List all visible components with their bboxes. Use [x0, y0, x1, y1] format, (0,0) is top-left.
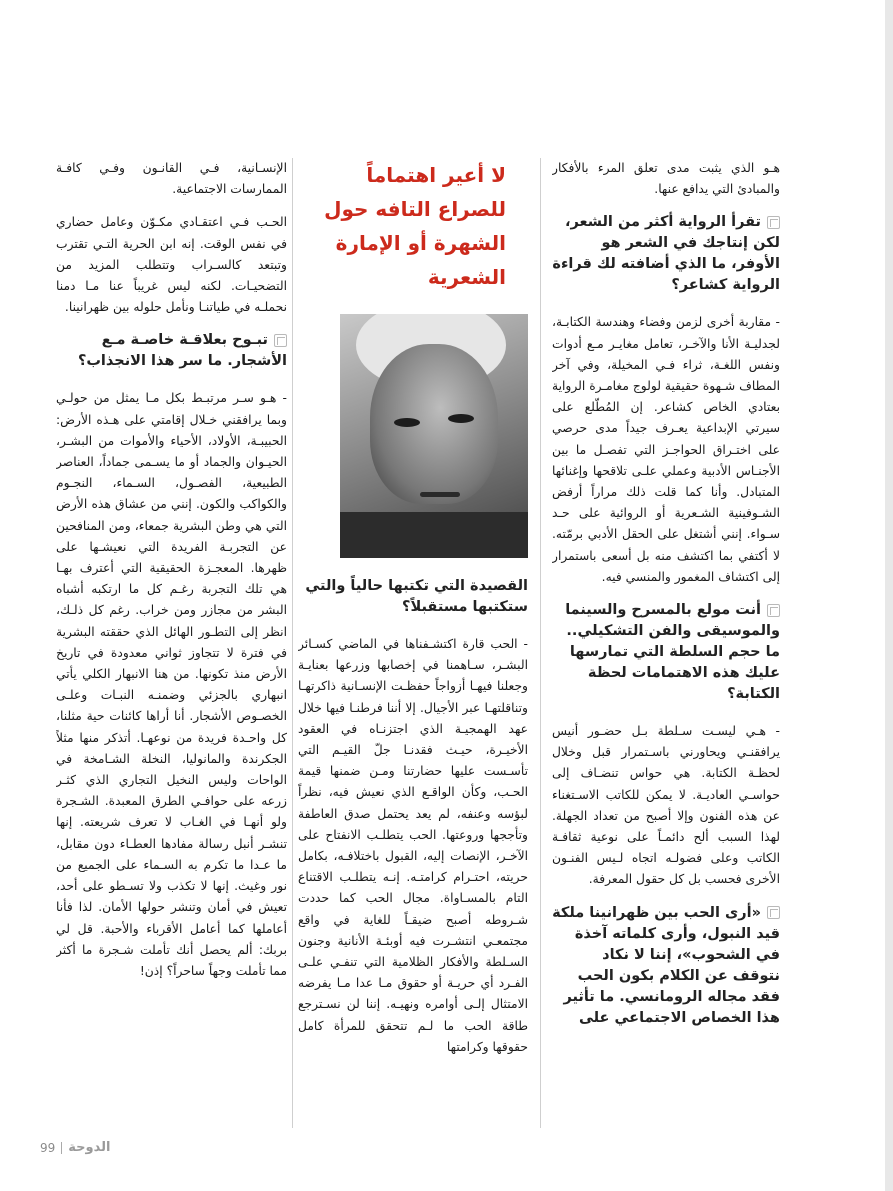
- paragraph: الحـب فـي اعتقـادي مكـوّن وعامل حضاري في نفس الوقت. إنه ابن الحرية التـي تقترب وتبتعد كالسـراب وتتطلب المزيد من التضحيـات. لكنه ليس غريباً عنا مـا دمنا نحملـه في طياتنـا ونأمل حلوله بين ظهرانينا.: [56, 215, 287, 315]
- pull-quote: لا أعير اهتماماً للصراع التافه حول الشهرة أو الإمارة الشعرية: [324, 163, 506, 289]
- footer-separator: [61, 1142, 62, 1154]
- paragraph: - مقاربة أخرى لزمن وفضاء وهندسة الكتابـة، لجدليـة الأنا والآخـر، تعامل مغايـر مـع أدوات ونفس اللغـة، ثراء فـي المخيلة، وفي آخر المطاف شـهوة حقيقية لولوج مغامـرة الرواية بعتادي الخاص كشاعر. إن المُطّلع على سيرتي الإبداعية يعـرف جيداً مدى حرصي على اختـراق الحواجـز التي تفصـل ما بين الأجنـاس الأدبية وعملي علـى تلاقحها وإغنائها المتبادل. وأنا كما قلت ذلك مراراً أرفض الشـوفينية الشـعرية أو الروائية على حـد سـواء. إنني أشتغل على الحقل الأدبي برمّته. لا أكتفي بما اكتشف منه بل أسعى باستمرار إلى اكتشاف المغمور والمنسي فيه.: [552, 315, 780, 584]
- question: [552, 212, 780, 296]
- question-marker-icon: [767, 604, 780, 617]
- column-divider: [540, 158, 541, 1128]
- column-divider: [292, 158, 293, 1128]
- page-footer: [40, 1140, 110, 1155]
- right-column: [552, 158, 780, 1158]
- author-portrait: [340, 314, 528, 558]
- question-marker-icon: [274, 334, 287, 347]
- question-text: «أرى الحب بين ظهرانينا ملكة قيد النبول، وأرى كلماته آخذة في الشحوب»، إننا لا نكاد نتوقف عن الكلام بكون الحب فقد مجاله الرومانسي. ما تأثير هذا الخصاص الاجتماعي على: [552, 904, 780, 1026]
- paragraph: الإنسـانية، فـي القانـون وفـي كافـة الممارسات الاجتماعية.: [56, 161, 287, 197]
- question: [552, 903, 780, 1029]
- page-edge: [885, 0, 893, 1191]
- question-text: تقرأ الرواية أكثر من الشعر، لكن إنتاجك في الشعر هو الأوفر، ما الذي أضافته لك قراءة الرواية كشاعر؟: [552, 214, 780, 294]
- paragraph: - الحب قارة اكتشـفناها في الماضي كسـائر البشـر، سـاهمنا في إخصابها وزرعها بعنايـة وجعلنا فيهـا أزواجاً حفظـت الإنسـانية ذاكرتهـا وتناقلتهـا عبر الأجيال. إلا أننا فرطنـا فيها خلال عهد الهمجيـة الذي اجتزنـاه في العقود الأخيـرة، حيـث فقدنـا جلّ القيـم التي تأسـست عليها حضارتنا ومـن ضمنها قيمة الحـب، وكأن الواقـع الذي نعيش فيه، نظراً لبؤسه وعنفه، لم يعد يحتمل صدق العاطفة وتأججها وروعتها. الحب يتطلـب الانفتاح على الآخـر، الإنصات إليه، القبول باختلافـه، بكامل حريته، احتـرام كرامتـه. إنـه يتطلـب الاقتناع التام بالمسـاواة. مجال الحب كما حددت شـروطه أصبح ضيقـاً للغاية في واقع مجتمعـي انتشـرت فيه أوبئـة الأنانية وجنون السـلطة والأفكار الظلامية التي تنفـي علـى الفـرد أي حريـة أو حقوق مـا عدا مـا يفرضه الامتثال إلـى أوامره ونهيـه. إننا لن نسـترجع طاقة الحب ما لـم تتحقق للمرأة كامل حقوقها وكرامتها: [298, 637, 528, 1054]
- paragraph: هـو الذي يثبت مدى تعلق المرء بالأفكار والمبادئ التي يدافع عنها.: [552, 161, 780, 197]
- left-column: [56, 158, 287, 1158]
- question: [56, 330, 287, 372]
- question-marker-icon: [767, 216, 780, 229]
- question-marker-icon: [767, 906, 780, 919]
- paragraph: - هـو سـر مرتبـط بكل مـا يمثل من حولـي وبما يرافقني خـلال إقامتي على هـذه الأرض: الحبيبـة، الأولاد، الأحياء والأموات من البشـر، الحيـوان والجماد أو ما يسـمى جماداً، العناصر الطبيعية، الفصـول، السـماء، النجـوم والكواكب والكون. إنني من عشاق هذه الأرض التي هي وطن البشرية جمعاء، ومن المنافحين عن التجربـة الفريدة التي نعيشـها على ظهرها. المعجـزة الحقيقية التي أعترف بهـا هي تلك التجربة رغـم كل ما ارتكبه أشباه البشر من مجازر ومن خراب. رغم كل ذلـك، انظر إلى التطـور الهائل الذي حققته البشرية في فترة لا تتجاوز ثواني معدودة في تاريخ الأرض منذ تكونها. من هنا الانبهار الكلي يأتي انبهاري بالجزئي وضمنـه النبـات وعلـى الخصـوص الأشجار. أنا أراها كائنات حية مثلنا، كل واحـدة فريدة من نوعهـا. أتذكر منها مثلاً الجكرندة والمانوليا، النخلة الشـامخة في الواحات وليس النخيل التجاري الذي كثـر زرعه على حوافـي الطرق المعبدة. الشـجرة ولو أنهـا في الغـاب لا تعرف شريعته. إنها تنشـر أنبل رسالة مفادها العطـاء دون مقابل، ما عـدا ما تكرم به السـماء على الجميع من نور وغيث. إنها لا تكذب ولا تسـطو على أحد، تعيش في أمان وتنشر حولها الأمان. لذا فأنا أعاملها كما أعامل الأقرباء والأحبة. قل لي بربك: ألم يحصل أنك تأملت شـجرة ما أكثر مما تأملت وجهاً ساحراً؟ إذن!: [56, 391, 287, 978]
- question-text: تبـوح بعلاقـة خاصـة مـع الأشجار. ما سر هذا الانجذاب؟: [77, 332, 287, 370]
- question: [298, 576, 528, 618]
- page-number: 99: [40, 1140, 56, 1155]
- paragraph: - هـي ليسـت سـلطة بـل حضـور أنيس يرافقنـي ويحاورني باسـتمرار قبل وخلال لحظـة الكتابة. هي حواس تنضـاف إلى حواسـي العاديـة. لا يمكن للكاتب الاسـتغناء عن هذه الفنون وإلا أصبح من تعداد الجهلة. لهذا السبب ألح دائمـاً على نوعية ثقافـة الكاتب وعلى فضولـه اتجاه لـيس الفنـون الأخرى فحسب بل كل حقول المعرفة.: [552, 724, 780, 887]
- question: [552, 600, 780, 705]
- question-text: القصيدة التي تكتبها حالياً والتي ستكتبها مستقبلاً؟: [305, 578, 528, 615]
- question-text: أنت مولع بالمسرح والسينما والموسيقى والفن التشكيلي.. ما حجم السلطة التي تمارسها عليك هذه الاهتمامات لحظة الكتابة؟: [565, 602, 780, 703]
- middle-column: [298, 158, 528, 1158]
- magazine-name: الدوحة: [68, 1140, 111, 1155]
